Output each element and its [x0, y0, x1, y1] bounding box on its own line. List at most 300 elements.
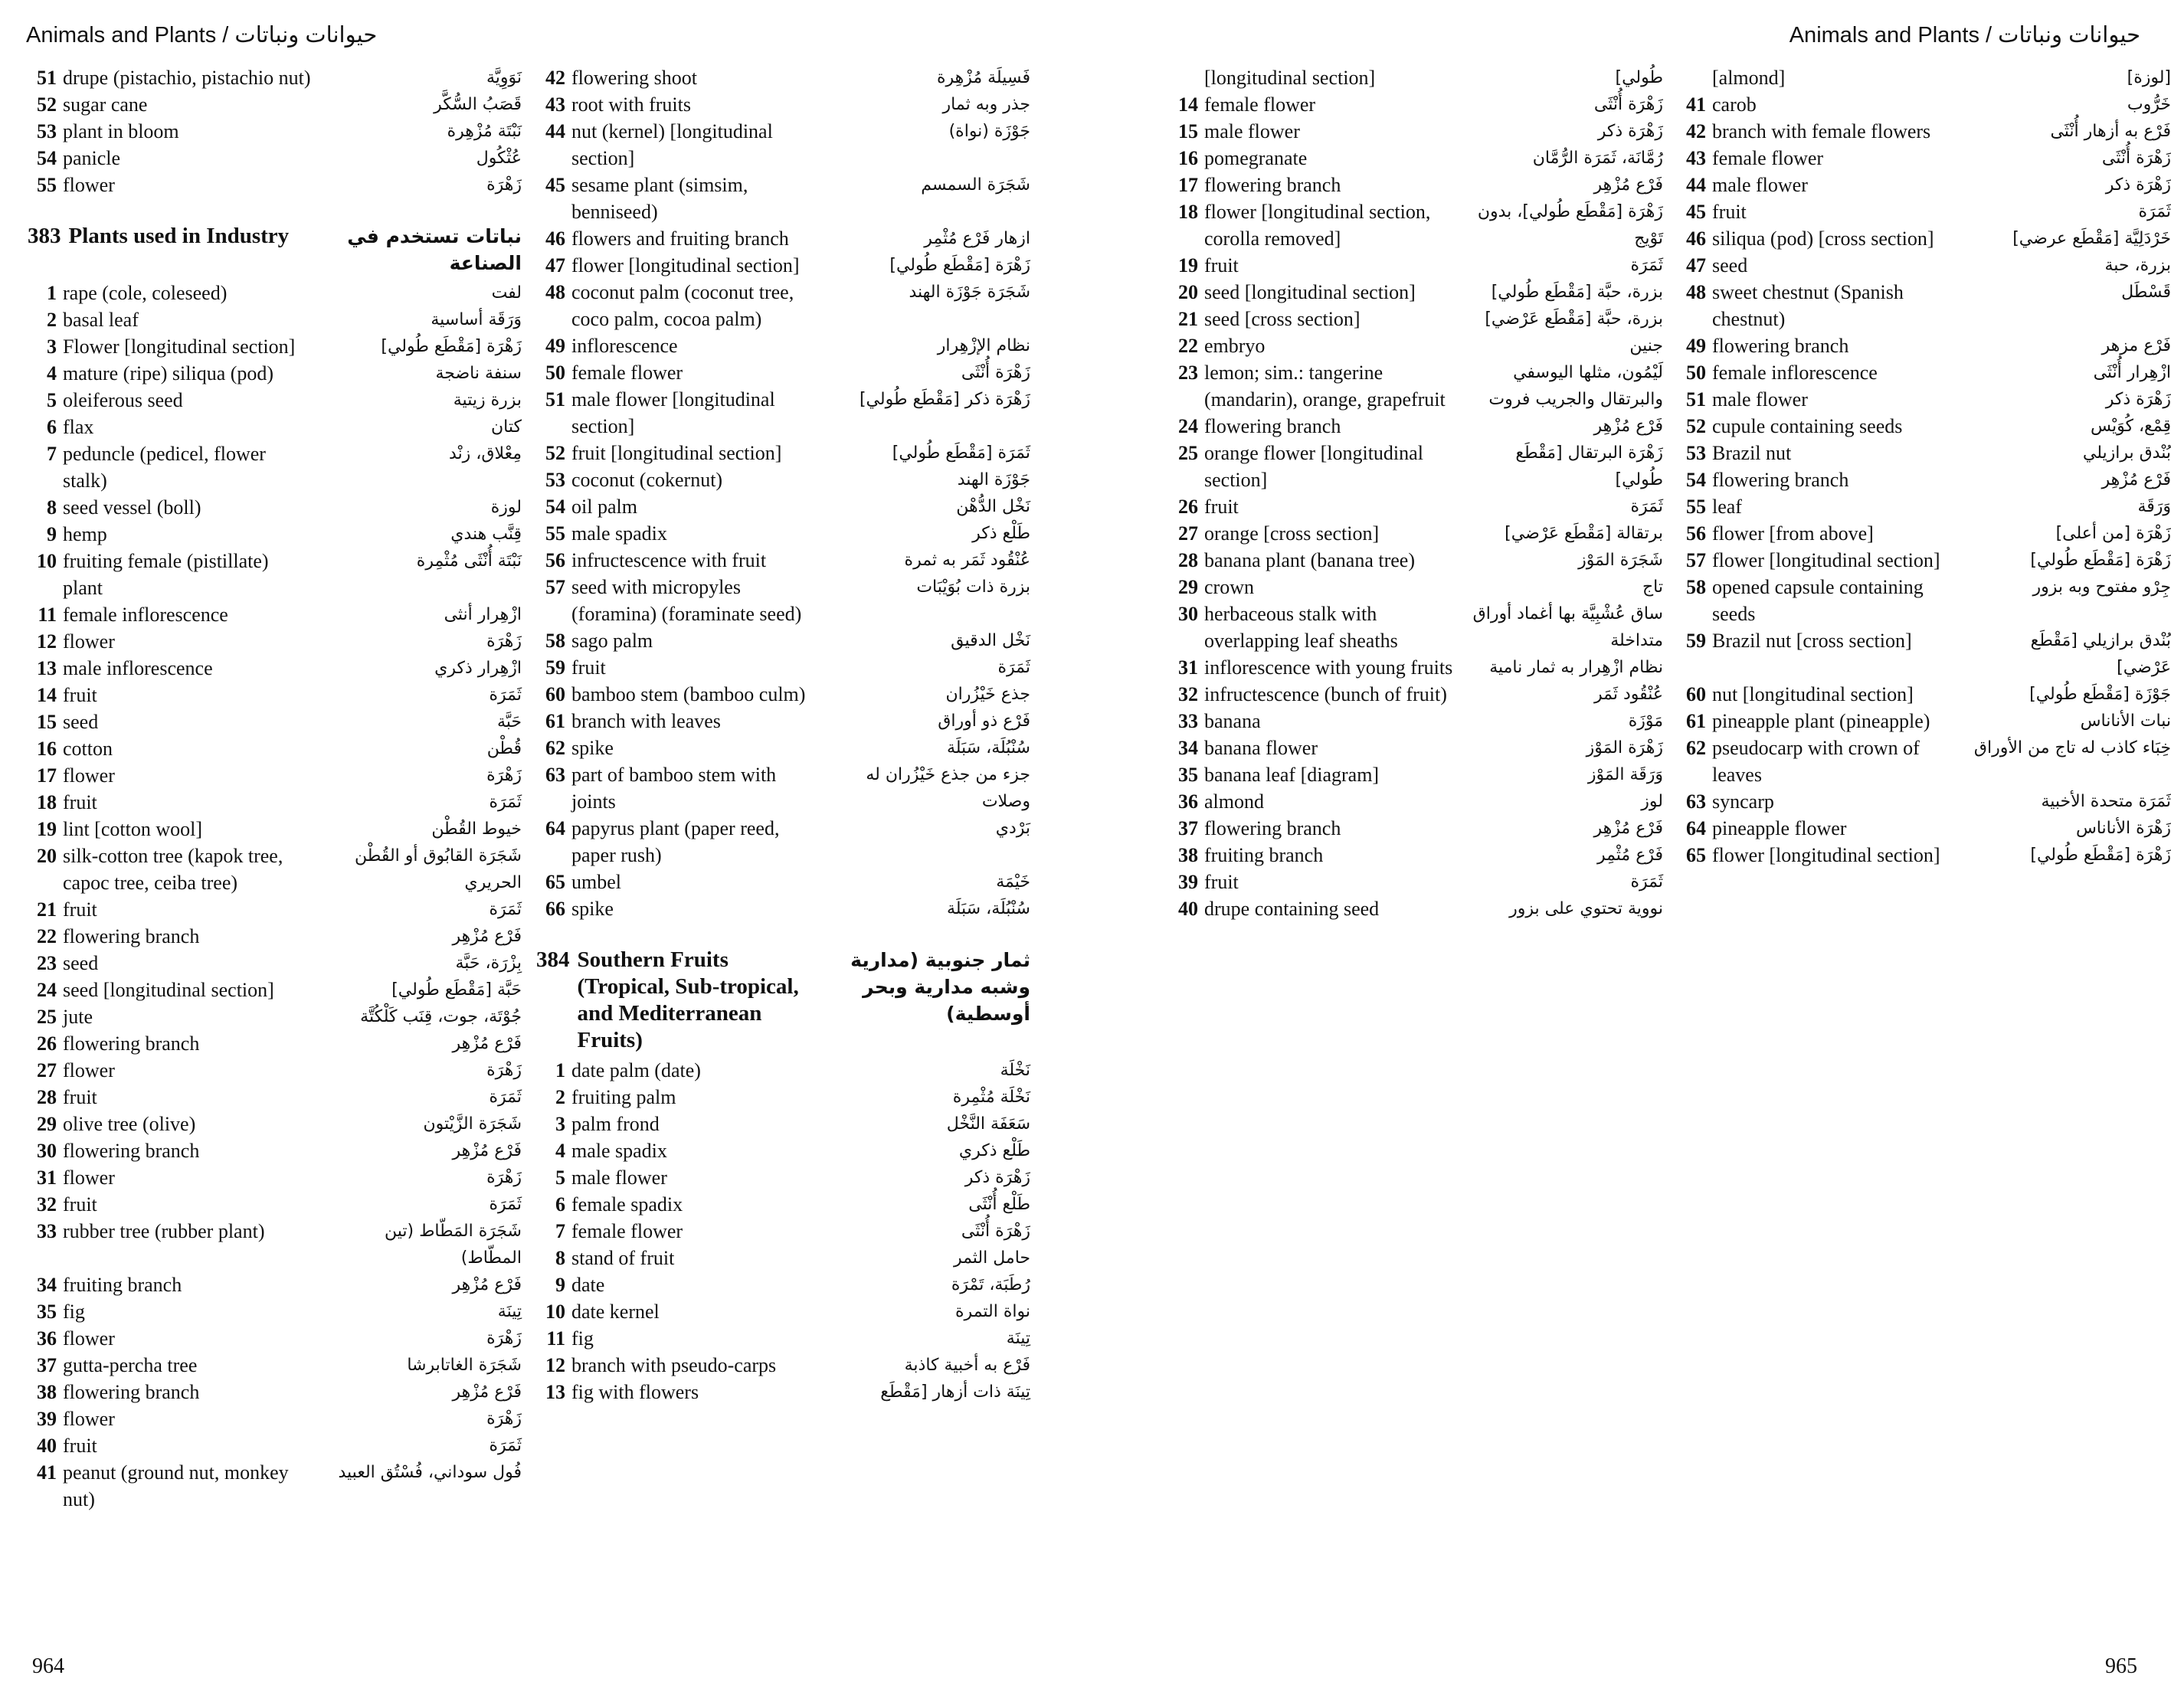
entry-number: 32	[1178, 683, 1198, 705]
entry-term: male inflorescence	[63, 657, 213, 679]
entry-number: 63	[545, 764, 565, 786]
entry-term: inflorescence	[571, 335, 678, 357]
entry-english	[1169, 869, 1454, 895]
glossary-entry	[28, 64, 522, 91]
entry-arabic: طُولي]	[1615, 68, 1663, 87]
entry-arabic: قَسْطَل	[2121, 283, 2171, 302]
entry-arabic: رُمَّانَة، ثَمَرَة الرُّمَّان	[1532, 149, 1663, 168]
entry-arabic: نَخْلَة	[1000, 1061, 1030, 1080]
entry-arabic: زَهْرَة ذكر [مَقْطَع طُولي]	[859, 390, 1030, 409]
entry-english	[1169, 118, 1454, 145]
entry-number: 17	[1178, 174, 1198, 196]
entry-number: 48	[545, 281, 565, 303]
entry-arabic: زَهْرَة أُنْثَى	[961, 1222, 1030, 1241]
entry-arabic: كتان	[491, 417, 522, 437]
entry-term: seed	[63, 711, 99, 733]
entry-english	[1677, 627, 1962, 654]
entry-english	[536, 359, 821, 386]
entry-term: pineapple flower	[1712, 817, 1847, 839]
entry-arabic: ثَمَرَة	[489, 685, 522, 705]
entry-arabic: حَبَّة	[496, 712, 522, 731]
entry-term: fruiting branch	[63, 1274, 182, 1296]
entry-arabic: ثَمَرَة	[1630, 256, 1663, 275]
entry-term: infructescence with fruit	[571, 549, 767, 571]
glossary-entry	[1677, 735, 2171, 788]
glossary-entry	[28, 440, 522, 494]
entry-english	[28, 682, 313, 708]
glossary-entry	[536, 359, 1030, 386]
entry-english	[28, 977, 313, 1003]
entry-arabic: بِزْرَة، حَبَّة	[455, 954, 522, 973]
entry-number: 56	[545, 549, 565, 571]
entry-english	[536, 654, 821, 681]
entry-term: banana	[1204, 710, 1261, 732]
entry-number: 4	[555, 1140, 565, 1162]
entry-term: fruit	[571, 656, 606, 679]
entry-term: male flower	[571, 1166, 667, 1189]
entry-arabic: جذر وبه ثمار	[942, 95, 1030, 114]
entry-term: flowering branch	[63, 925, 200, 947]
glossary-entry	[536, 627, 1030, 654]
glossary-entry	[28, 682, 522, 708]
glossary-entry	[1169, 600, 1663, 654]
glossary-entry	[536, 466, 1030, 493]
entry-arabic: تِينَة	[497, 1302, 522, 1321]
entry-arabic: تاج	[1642, 578, 1663, 597]
entry-number: 21	[1178, 308, 1198, 330]
glossary-entry	[1677, 493, 2171, 520]
entry-arabic: مِعْلاق، زنْد	[449, 444, 522, 463]
entry-english	[1169, 600, 1454, 654]
entry-number: 9	[47, 523, 57, 545]
glossary-entry	[1677, 198, 2171, 225]
entry-arabic: نبات الأناناس	[2080, 712, 2171, 731]
entry-arabic: ثَمَرَة	[997, 658, 1030, 677]
entry-term: fig	[63, 1301, 85, 1323]
entry-term: fruit	[63, 1193, 97, 1216]
glossary-entry	[28, 762, 522, 789]
entry-term: flowering branch	[1712, 469, 1849, 491]
entry-number: 53	[1686, 442, 1706, 464]
glossary-entry	[28, 360, 522, 387]
entry-arabic: بزرة، حبَّة [مَقْطَع طُولي]	[1491, 283, 1663, 302]
entry-arabic: فَرْع مُزْهِر	[452, 1141, 522, 1160]
entry-number: 21	[37, 898, 57, 921]
entry-english	[28, 1030, 313, 1057]
glossary-entry	[536, 1325, 1030, 1352]
entry-arabic: شَجَرَة جَوْزَة الهند	[909, 283, 1030, 302]
entry-term: male flower [longitudinal section]	[571, 388, 775, 437]
entry-number: 56	[1686, 522, 1706, 545]
entry-number: 24	[37, 979, 57, 1001]
glossary-entry	[1169, 91, 1663, 118]
entry-number: 2	[555, 1086, 565, 1108]
glossary-entry	[28, 1298, 522, 1325]
entry-arabic: فَرْع ذو أوراق	[938, 712, 1030, 731]
glossary-entry	[536, 1111, 1030, 1137]
entry-arabic: بزرة زيتية	[453, 391, 522, 410]
glossary-entry	[28, 628, 522, 655]
entry-arabic: زَهْرَة [مَقْطَع طُولي]	[2030, 846, 2171, 865]
entry-english	[536, 681, 821, 708]
entry-english	[536, 627, 821, 654]
entry-english	[536, 332, 821, 359]
glossary-entry	[1169, 359, 1663, 413]
glossary-entry	[28, 896, 522, 923]
entry-arabic: نَبْتَة أُنْثَى مُثْمِرة	[416, 551, 522, 571]
entry-number: 59	[545, 656, 565, 679]
glossary-entry	[28, 1137, 522, 1164]
entry-term: seed [cross section]	[1204, 308, 1361, 330]
glossary-entry	[1677, 118, 2171, 145]
glossary-entry	[536, 735, 1030, 761]
entry-number: 12	[37, 630, 57, 653]
glossary-entry	[28, 708, 522, 735]
entry-number: 38	[37, 1381, 57, 1403]
entry-arabic: زَهْرَة	[486, 1168, 522, 1187]
entry-term: peduncle (pedicel, flower stalk)	[63, 443, 266, 492]
entry-number: 12	[545, 1354, 565, 1376]
entry-english	[536, 1271, 821, 1298]
glossary-entry	[536, 279, 1030, 332]
entry-term: silk-cotton tree (kapok tree, capoc tree, ceiba tree)	[63, 845, 283, 894]
glossary-entry	[28, 1271, 522, 1298]
entry-arabic: فَرْع به أزهار أُنْثَى	[2050, 122, 2171, 141]
entry-arabic: شَجَرَة السمسم	[921, 175, 1030, 195]
entry-arabic: زَهْرَة	[486, 1409, 522, 1428]
entry-term: fruit	[1204, 496, 1239, 518]
glossary-entry	[536, 1218, 1030, 1245]
entry-arabic: شَجَرَة الزَّيْتون	[423, 1114, 522, 1134]
entry-term: fruit	[1204, 871, 1239, 893]
entry-arabic: خيوط القُطْن	[431, 820, 522, 839]
entry-english	[1169, 252, 1454, 279]
entry-term: [almond]	[1712, 67, 1786, 89]
entry-number: 15	[1178, 120, 1198, 142]
entry-english	[28, 280, 313, 306]
entry-number: 62	[1686, 737, 1706, 759]
glossary-entry	[536, 761, 1030, 815]
page-number: 965	[2105, 1654, 2137, 1678]
entry-number: 35	[1178, 764, 1198, 786]
entry-number: 34	[1178, 737, 1198, 759]
entry-english	[536, 735, 821, 761]
entry-term: basal leaf	[63, 309, 139, 331]
entry-number: 7	[555, 1220, 565, 1242]
entry-term: fruit	[63, 791, 97, 813]
entry-number: 22	[37, 925, 57, 947]
glossary-entry	[1677, 225, 2171, 252]
entry-english	[28, 601, 313, 628]
section-title-arabic: ثمار جنوبية (مدارية وشبه مدارية وبحر أوسطية)	[850, 949, 1030, 1025]
entry-english	[536, 118, 821, 172]
entry-number: 10	[37, 550, 57, 572]
entry-arabic: زَهْرَة	[486, 1061, 522, 1080]
entry-term: hemp	[63, 523, 107, 545]
running-head: Animals and Plants / حيوانات ونباتات	[26, 23, 378, 47]
entry-number: 47	[545, 254, 565, 276]
entry-number: 38	[1178, 844, 1198, 866]
glossary-entry	[28, 521, 522, 548]
entry-term: seed vessel (boll)	[63, 496, 201, 519]
entry-arabic: بُنْدق برازيلي	[2082, 443, 2171, 463]
entry-english	[1677, 332, 1962, 359]
entry-term: herbaceous stalk with overlapping leaf sheaths	[1204, 603, 1398, 652]
entry-arabic: فَسِيلَة مُزْهِرة	[936, 68, 1030, 87]
entry-arabic: ثَمَرَة [مَقْطَع طُولي]	[892, 443, 1030, 463]
entry-arabic: تِينَة	[1006, 1329, 1030, 1348]
entry-arabic: سُنْبُلَة، سَبَلَة	[946, 738, 1030, 757]
entry-term: flower	[63, 1408, 115, 1430]
entry-term: flower [longitudinal section]	[571, 254, 800, 276]
entry-arabic: ثَمَرَة	[1630, 872, 1663, 892]
glossary-entry	[28, 1164, 522, 1191]
entry-arabic: جَوْزَة الهند	[957, 470, 1030, 489]
entry-term: spike	[571, 898, 614, 920]
entry-number: 61	[1686, 710, 1706, 732]
entry-arabic: جُوْتَة، جوت، قِنَب كَلْكُتَّة	[360, 1007, 522, 1026]
entry-english	[28, 843, 313, 896]
entry-arabic: ثَمَرَة	[2138, 202, 2171, 221]
entry-column	[28, 64, 522, 1513]
entry-english	[536, 91, 821, 118]
entry-arabic: شَجَرَة القابُوق أو القُطْن الحريري	[355, 846, 522, 892]
entry-term: papyrus plant (paper reed, paper rush)	[571, 817, 780, 866]
entry-number: 14	[37, 684, 57, 706]
entry-arabic: زَهْرَة	[486, 632, 522, 651]
entry-term: flowering branch	[63, 1140, 200, 1162]
entry-arabic: ساق عُشْبِيَّة بها أغماد أوراق متداخلة	[1472, 604, 1663, 650]
entry-term: flowering branch	[1204, 817, 1341, 839]
glossary-entry	[536, 654, 1030, 681]
entry-arabic: نظام الإزْهِرار	[937, 336, 1030, 355]
entry-arabic: نَبْتَة مُزْهِرة	[447, 122, 522, 141]
entry-arabic: ثَمَرَة	[489, 900, 522, 919]
entry-number: 61	[545, 710, 565, 732]
entry-number: 34	[37, 1274, 57, 1296]
entry-english	[536, 520, 821, 547]
entry-number: 55	[545, 522, 565, 545]
glossary-entry	[28, 1057, 522, 1084]
entry-english	[28, 1191, 313, 1218]
entry-number: 57	[545, 576, 565, 598]
entry-arabic: زَهْرَة [مَقْطَع طُولي]	[381, 337, 522, 356]
entry-english	[536, 1218, 821, 1245]
glossary-entry	[1677, 279, 2171, 332]
entry-english	[536, 1379, 821, 1405]
glossary-entry	[1169, 788, 1663, 815]
entry-arabic: فُول سوداني، فُسْتُق العبيد	[338, 1463, 522, 1482]
glossary-entry	[1169, 681, 1663, 708]
entry-number: 9	[555, 1274, 565, 1296]
glossary-entry	[536, 1352, 1030, 1379]
entry-arabic: زَهْرَة ذكر	[2105, 390, 2171, 409]
entry-number: 26	[1178, 496, 1198, 518]
entry-term: fruiting palm	[571, 1086, 676, 1108]
glossary-entry	[28, 735, 522, 762]
glossary-entry	[536, 895, 1030, 922]
glossary-entry	[536, 225, 1030, 252]
section-title: Plants used in Industry	[68, 224, 290, 248]
entry-number: 10	[545, 1301, 565, 1323]
entry-arabic: جَوْزَة (نواة)	[948, 122, 1030, 141]
entry-term: flowers and fruiting branch	[571, 227, 789, 250]
entry-english	[536, 1057, 821, 1084]
entry-term: bamboo stem (bamboo culm)	[571, 683, 806, 705]
entry-term: pomegranate	[1204, 147, 1308, 169]
entry-number: 60	[1686, 683, 1706, 705]
glossary-entry	[1169, 252, 1663, 279]
entry-term: fruit	[1204, 254, 1239, 276]
entry-term: pineapple plant (pineapple)	[1712, 710, 1930, 732]
entry-number: 2	[47, 309, 57, 331]
entry-term: spike	[571, 737, 614, 759]
entry-term: oleiferous seed	[63, 389, 183, 411]
entry-number: 46	[1686, 227, 1706, 250]
glossary-entry	[1677, 815, 2171, 842]
entry-arabic: حامل الثمر	[953, 1248, 1030, 1268]
entry-number: 36	[37, 1327, 57, 1350]
entry-term: gutta-percha tree	[63, 1354, 198, 1376]
entry-english	[536, 815, 821, 869]
entry-english	[1169, 761, 1454, 788]
glossary-entry	[1677, 708, 2171, 735]
entry-arabic: طَلْع ذكري	[958, 1141, 1030, 1160]
glossary-entry	[536, 1379, 1030, 1405]
entry-arabic: فَرْع مُزْهِر	[452, 1382, 522, 1402]
entry-number: 14	[1178, 93, 1198, 116]
entry-english	[1677, 493, 1962, 520]
entry-number: 19	[37, 818, 57, 840]
entry-term: seed [longitudinal section]	[1204, 281, 1416, 303]
glossary-entry	[28, 1084, 522, 1111]
entry-arabic: بزرة ذات بُوَيْبَات	[916, 578, 1030, 597]
entry-number: 13	[545, 1381, 565, 1403]
entry-term: seed	[1712, 254, 1748, 276]
entry-english	[536, 1084, 821, 1111]
entry-term: date kernel	[571, 1301, 660, 1323]
glossary-entry	[536, 172, 1030, 225]
entry-number: 64	[545, 817, 565, 839]
glossary-entry	[536, 386, 1030, 440]
glossary-entry	[1169, 895, 1663, 922]
entry-term: female flower	[571, 362, 683, 384]
entry-term: seed	[63, 952, 99, 974]
entry-term: opened capsule containing seeds	[1712, 576, 1924, 625]
entry-term: fruit	[63, 684, 97, 706]
glossary-entry	[1169, 332, 1663, 359]
entry-number: 8	[47, 496, 57, 519]
entry-english	[28, 708, 313, 735]
entry-number: 3	[555, 1113, 565, 1135]
entry-column	[536, 64, 1030, 1405]
entry-number: 32	[37, 1193, 57, 1216]
entry-english	[536, 895, 821, 922]
entry-english	[1677, 91, 1962, 118]
entry-english	[1169, 413, 1454, 440]
entry-english	[28, 306, 313, 333]
entry-term: flax	[63, 416, 94, 438]
entry-arabic: ثَمَرَة	[489, 1088, 522, 1107]
entry-number: 30	[1178, 603, 1198, 625]
glossary-entry	[536, 1164, 1030, 1191]
entry-term: flowering branch	[1204, 415, 1341, 437]
entry-arabic: فَرْع مُثْمِر	[1596, 846, 1663, 865]
entry-number: 16	[1178, 147, 1198, 169]
entry-term: siliqua (pod) [cross section]	[1712, 227, 1934, 250]
entry-arabic: ثَمَرَة	[489, 1195, 522, 1214]
entry-number: 52	[1686, 415, 1706, 437]
entry-number: 26	[37, 1032, 57, 1055]
entry-number: 57	[1686, 549, 1706, 571]
entry-english	[1677, 172, 1962, 198]
entry-number: 50	[1686, 362, 1706, 384]
entry-number: 53	[545, 469, 565, 491]
entry-number: 54	[545, 496, 565, 518]
entry-arabic: لفت	[491, 283, 522, 303]
entry-english	[28, 762, 313, 789]
glossary-entry	[28, 1218, 522, 1271]
section-title: Southern Fruits (Tropical, Sub-tropical, and Mediterranean Fruits)	[577, 947, 799, 1052]
entry-english	[28, 655, 313, 682]
entry-english	[536, 1164, 821, 1191]
entry-term: flowering shoot	[571, 67, 697, 89]
entry-english	[1677, 547, 1962, 574]
entry-english	[536, 279, 821, 332]
entry-number: 42	[545, 67, 565, 89]
entry-term: nut (kernel) [longitudinal section]	[571, 120, 773, 169]
entry-english	[1677, 279, 1962, 332]
glossary-entry	[536, 332, 1030, 359]
entry-term: female flower	[1712, 147, 1824, 169]
entry-english	[1169, 895, 1454, 922]
entry-arabic: قِمْع، كُوَيْس	[2090, 417, 2171, 436]
entry-term: fruit	[63, 1086, 97, 1108]
entry-english	[536, 574, 821, 627]
entry-arabic: طَلْع ذكر	[972, 524, 1030, 543]
entry-arabic: خِبَاء كاذب له تاج من الأوراق	[1973, 738, 2171, 757]
entry-english	[1677, 198, 1962, 225]
page-number: 964	[32, 1654, 64, 1678]
entry-term: part of bamboo stem with joints	[571, 764, 777, 813]
entry-term: pseudocarp with crown of leaves	[1712, 737, 1920, 786]
entry-number: 49	[545, 335, 565, 357]
entry-english	[28, 1137, 313, 1164]
entry-term: male flower	[1712, 388, 1808, 411]
entry-number: 40	[1178, 898, 1198, 920]
entry-term: sago palm	[571, 630, 653, 652]
entry-english	[1169, 332, 1454, 359]
entry-number: 33	[1178, 710, 1198, 732]
glossary-entry	[536, 708, 1030, 735]
entry-english	[536, 1191, 821, 1218]
entry-english	[1677, 145, 1962, 172]
glossary-entry	[1169, 735, 1663, 761]
glossary-entry	[28, 1030, 522, 1057]
entry-english	[1169, 735, 1454, 761]
entry-arabic: زَهْرَة [مَقْطَع طُولي]	[2030, 551, 2171, 570]
entry-number: 5	[47, 389, 57, 411]
entry-number: 51	[1686, 388, 1706, 411]
entry-arabic: قُطْن	[486, 739, 522, 758]
entry-term: infructescence (bunch of fruit)	[1204, 683, 1447, 705]
glossary-entry	[1169, 440, 1663, 493]
entry-english	[1677, 735, 1962, 788]
glossary-entry	[1169, 574, 1663, 600]
entry-english	[28, 172, 313, 198]
entry-arabic: زَهْرَة	[486, 1329, 522, 1348]
entry-term: cotton	[63, 738, 113, 760]
